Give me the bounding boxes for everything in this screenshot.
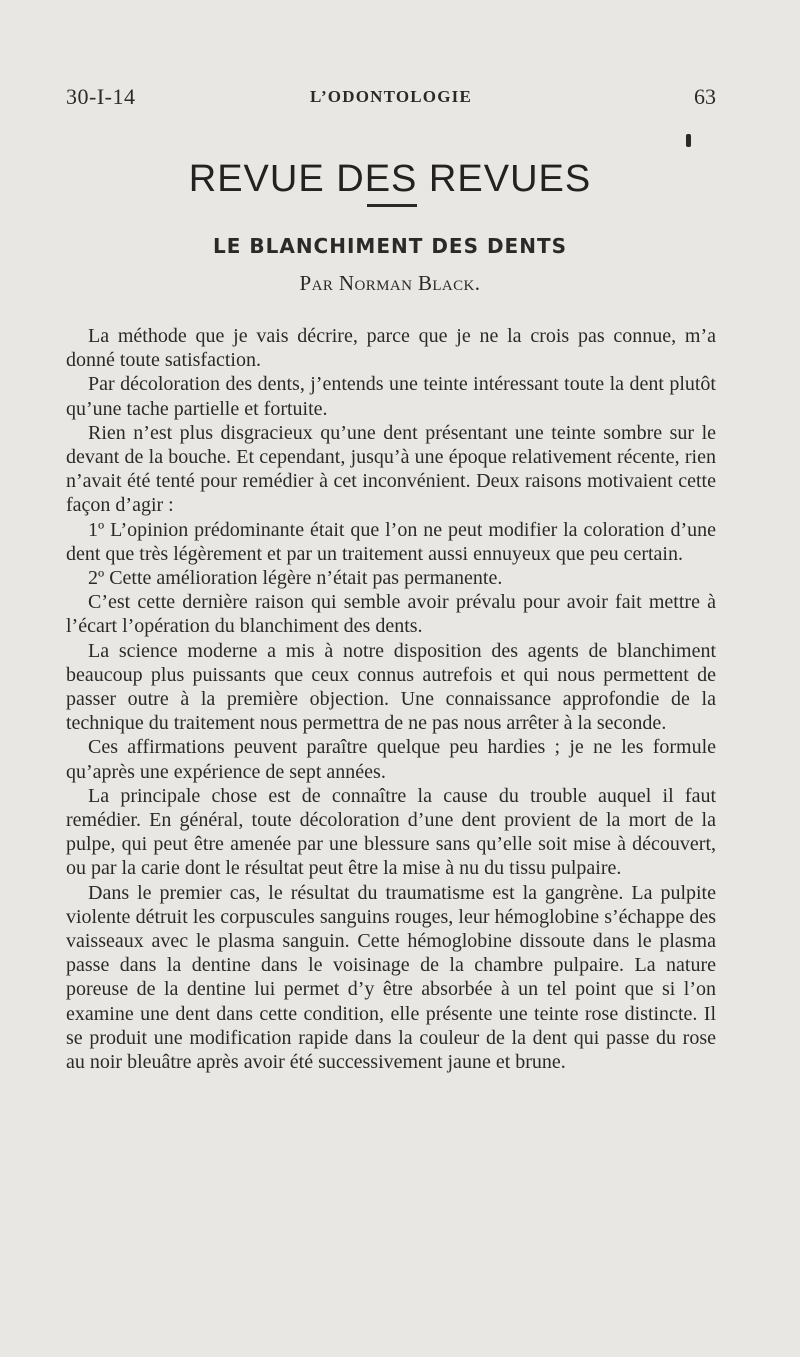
ink-speck bbox=[686, 134, 691, 147]
paragraph: 2º Cette amélioration légère n’était pas permanente. bbox=[88, 567, 503, 590]
paragraph: La science moderne a mis à notre disposition des agents de blanchiment beaucoup plus puissants que ceux connus autrefois et qui nous permettent de passer outre à la première objection. Une connaissance approfondie de la technique du traitement nous permettra de ne pas nous arrêter à la seconde. bbox=[66, 639, 716, 735]
paragraph: La méthode que je vais décrire, parce que je ne la crois pas connue, m’a donné toute satisfaction. bbox=[66, 325, 716, 372]
paragraph: Ces affirmations peuvent paraître quelque peu hardies ; je ne les formule qu’après une expérience de sept années. bbox=[66, 736, 716, 783]
issue-date: 30-I-14 bbox=[66, 84, 136, 109]
paragraph: Dans le premier cas, le résultat du traumatisme est la gangrène. La pulpite violente détruit les corpuscules sanguins rouges, leur hémoglobine s’échappe des vaisseaux avec le plasma sanguin. Cette hémoglobine dissoute dans le plasma passe dans la dentine dans le voisinage de la chambre pulpaire. La nature poreuse de la dentine lui permet d’y être absorbée à un tel point que si l’on examine une dent dans cette condition, elle présente une teinte rose distincte. Il se produit une modification rapide dans la couleur de la dent qui passe du rose au noir bleuâtre après avoir été successivement jaune et brune. bbox=[66, 881, 716, 1074]
paragraph: Rien n’est plus disgracieux qu’une dent présentant une teinte sombre sur le devant de la bouche. Et cependant, jusqu’à une époque relativement récente, rien n’avait été tenté pour remédier à cet inconvénient. Deux raisons motivaient cette façon d’agir : bbox=[66, 421, 716, 517]
paragraph: C’est cette dernière raison qui semble avoir prévalu pour avoir fait mettre à l’écart l’opération du blanchiment des dents. bbox=[66, 591, 716, 638]
paragraph: La principale chose est de connaître la cause du trouble auquel il faut remédier. En général, toute décoloration d’une dent provient de la mort de la pulpe, qui peut être amenée par une blessure sans qu’elle soit mise à découvert, ou par la carie dont le résultat peut être la mise à nu du tissu pulpaire. bbox=[66, 784, 716, 880]
journal-name: L’ODONTOLOGIE bbox=[309, 87, 473, 106]
section-title: REVUE DES REVUES bbox=[188, 158, 592, 200]
article-byline: Par Norman Black. bbox=[299, 271, 481, 295]
article-title: LE BLANCHIMENT DES DENTS bbox=[212, 234, 568, 258]
running-head bbox=[66, 84, 716, 114]
paragraph: 1º L’opinion prédominante était que l’on ne peut modifier la coloration d’une dent que très légèrement et par un traitement aussi ennuyeux que peu certain. bbox=[66, 518, 716, 565]
article-body bbox=[66, 324, 716, 1074]
paragraph: Par décoloration des dents, j’entends une teinte intéressant toute la dent plutôt qu’une tache partielle et fortuite. bbox=[66, 373, 716, 420]
title-rule-divider bbox=[367, 204, 417, 207]
page-number: 63 bbox=[694, 84, 716, 109]
